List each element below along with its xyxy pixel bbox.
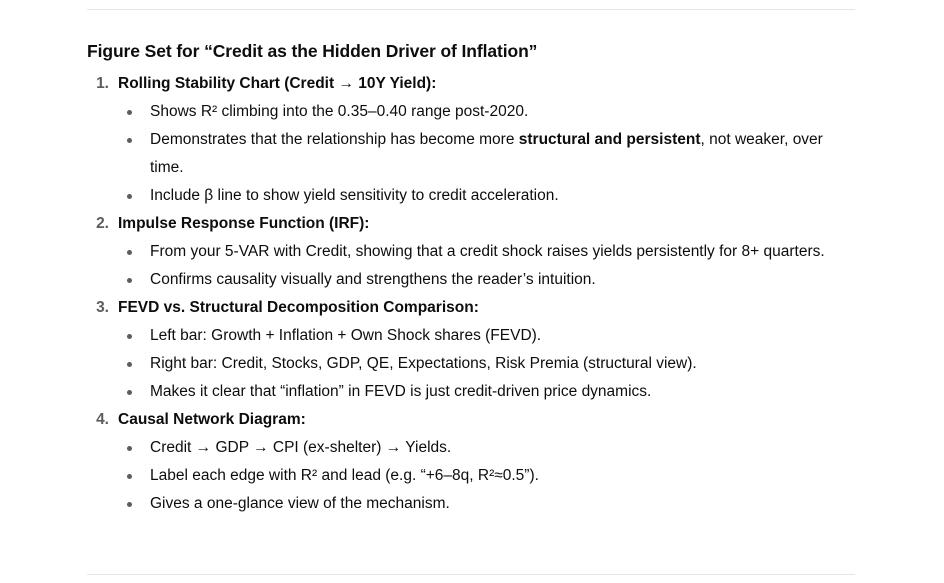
list-item-title: Rolling Stability Chart (Credit → 10Y Yield): <box>118 75 437 92</box>
bullet-icon <box>127 502 132 507</box>
bullet-icon <box>127 446 132 451</box>
sub-list <box>87 98 857 210</box>
sub-item-text: Include β line to show yield sensitivity to credit acceleration. <box>150 187 559 204</box>
bottom-divider <box>87 574 855 575</box>
sub-list-item <box>87 238 857 266</box>
list-number: 1. <box>96 75 109 92</box>
sub-list-item <box>87 182 857 210</box>
bullet-icon <box>127 390 132 395</box>
sub-list-item <box>87 266 857 294</box>
sub-item-text: Confirms causality visually and strengthens the reader’s intuition. <box>150 271 596 288</box>
list-number: 3. <box>96 299 109 316</box>
sub-item-text: From your 5-VAR with Credit, showing that a credit shock raises yields persistently for 8+ quarters. <box>150 243 825 260</box>
list-item-header <box>87 406 857 434</box>
bullet-icon <box>127 474 132 479</box>
sub-list-item <box>87 434 857 462</box>
list-item-title: Impulse Response Function (IRF): <box>118 215 370 232</box>
bullet-icon <box>127 110 132 115</box>
sub-item-text-pre: Demonstrates that the relationship has become more <box>150 131 519 148</box>
sub-item-text: Gives a one-glance view of the mechanism. <box>150 495 450 512</box>
bullet-icon <box>127 278 132 283</box>
bullet-icon <box>127 194 132 199</box>
list-number: 4. <box>96 411 109 428</box>
sub-item-text: Label each edge with R² and lead (e.g. “+6–8q, R²≈0.5”). <box>150 467 539 484</box>
list-item-fevd-comparison <box>87 294 857 406</box>
list-item-header <box>87 70 857 98</box>
sub-list-item <box>87 462 857 490</box>
sub-list <box>87 322 857 406</box>
bullet-icon <box>127 334 132 339</box>
list-item-header <box>87 294 857 322</box>
list-item-rolling-stability-chart <box>87 70 857 210</box>
bullet-icon <box>127 362 132 367</box>
top-divider <box>87 9 855 10</box>
sub-item-text-post: , not weaker, over time. <box>150 131 823 176</box>
list-item-header <box>87 210 857 238</box>
sub-item-text: Shows R² climbing into the 0.35–0.40 range post-2020. <box>150 103 529 120</box>
list-item-title: Causal Network Diagram: <box>118 411 306 428</box>
sub-list <box>87 238 857 294</box>
list-number: 2. <box>96 215 109 232</box>
sub-item-text: Makes it clear that “inflation” in FEVD is just credit-driven price dynamics. <box>150 383 652 400</box>
sub-item-text: Right bar: Credit, Stocks, GDP, QE, Expectations, Risk Premia (structural view). <box>150 355 697 372</box>
list-item-title: FEVD vs. Structural Decomposition Comparison: <box>118 299 479 316</box>
sub-item-bold-text: structural and persistent <box>518 131 701 148</box>
sub-list <box>87 434 857 518</box>
list-item-causal-network-diagram <box>87 406 857 518</box>
list-item-impulse-response-function <box>87 210 857 294</box>
bullet-icon <box>127 250 132 255</box>
sub-item-text: Credit → GDP → CPI (ex-shelter) → Yields. <box>150 439 452 456</box>
figure-list <box>87 70 857 518</box>
section-heading: Figure Set for “Credit as the Hidden Driver of Inflation” <box>87 41 538 61</box>
sub-list-item <box>87 322 857 350</box>
sub-list-item <box>87 126 857 182</box>
sub-list-item <box>87 350 857 378</box>
sub-list-item <box>87 378 857 406</box>
bullet-icon <box>127 138 132 143</box>
sub-item-text: Left bar: Growth + Inflation + Own Shock shares (FEVD). <box>150 327 542 344</box>
sub-list-item <box>87 490 857 518</box>
sub-list-item <box>87 98 857 126</box>
